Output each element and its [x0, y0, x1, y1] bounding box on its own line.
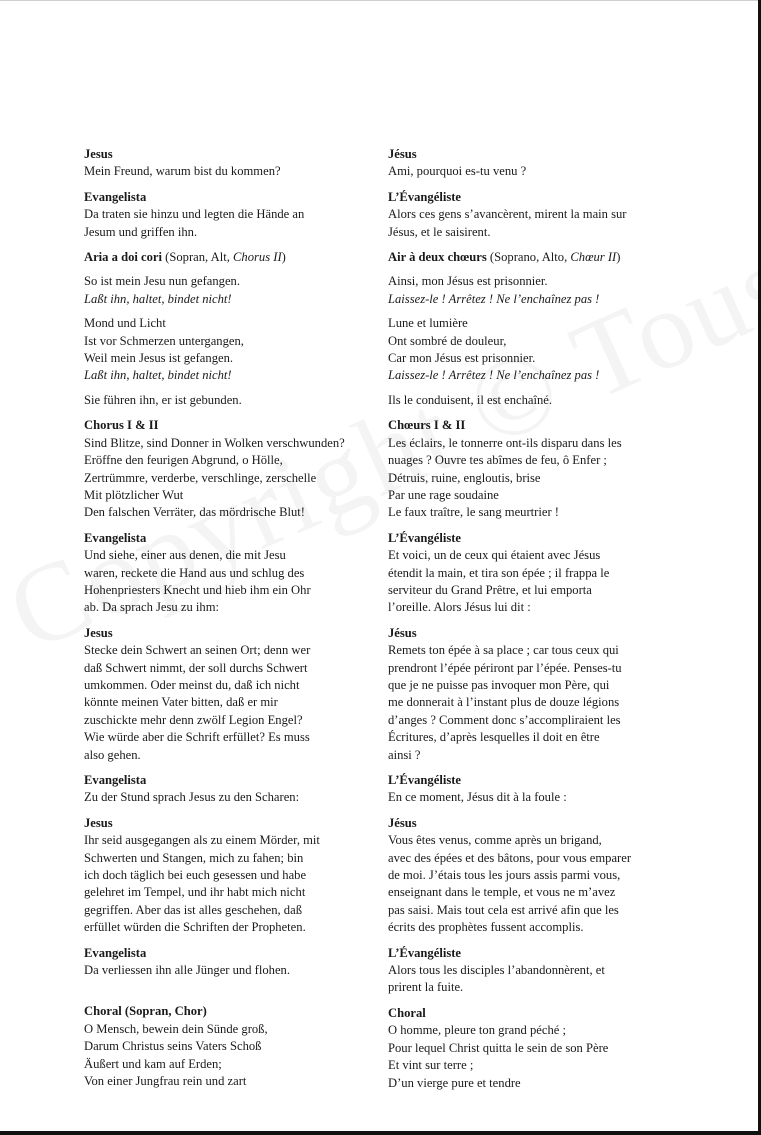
text-section [388, 625, 668, 764]
section-heading [388, 815, 668, 832]
text-line: enseignant dans le temple, et vous ne m’avez [388, 885, 616, 900]
text-line: ab. Da sprach Jesu zu ihm: [84, 600, 219, 615]
text-section [388, 249, 668, 409]
text-line: Ihr seid ausgegangen als zu einem Mörder, mit [84, 833, 320, 848]
refrain-line: Laßt ihn, haltet, bindet nicht! [84, 368, 232, 383]
text-line: gegriffen. Aber das ist alles geschehen, daß [84, 902, 302, 917]
section-heading [388, 417, 668, 434]
section-heading-title: Chœurs I & II [388, 418, 466, 433]
section-heading [388, 530, 668, 547]
text-line: Le faux traître, le sang meurtrier ! [388, 505, 559, 520]
section-heading [388, 189, 668, 206]
text-line: Mond und Licht [84, 316, 166, 331]
text-line: Pour lequel Christ quitta le sein de son Père [388, 1040, 609, 1055]
text-line: serviteur du Grand Prêtre, et lui emporta [388, 582, 592, 597]
section-heading-voices-italic: Chœur II [570, 250, 617, 265]
text-line: Ist vor Schmerzen untergangen, [84, 333, 244, 348]
section-heading [84, 625, 362, 642]
text-line: Ils le conduisent, il est enchaîné. [388, 392, 553, 407]
text-line: Eröffne den feurigen Abgrund, o Hölle, [84, 453, 283, 468]
section-heading-title: Evangelista [84, 945, 147, 960]
text-line: könnte meinen Vater bitten, daß er mir [84, 695, 278, 710]
page-top-edge [0, 0, 761, 1]
text-line: de moi. J’étais tous les jours assis parmi vous, [388, 868, 621, 883]
stanza-gap [388, 308, 668, 315]
french-text-column [388, 146, 668, 1100]
section-heading [84, 249, 362, 266]
text-line: Schwerten und Stangen, mich zu fahen; bin [84, 850, 304, 865]
text-line: Äußert und kam auf Erden; [84, 1056, 222, 1071]
text-line: Zu der Stund sprach Jesus zu den Scharen: [84, 790, 300, 805]
text-line: O Mensch, bewein dein Sünde groß, [84, 1021, 268, 1036]
section-heading-voices: (Soprano, Alto, [486, 250, 571, 265]
text-line: Car mon Jésus est prisonnier. [388, 351, 536, 366]
section-heading-title: L’Évangéliste [388, 945, 462, 960]
section-heading-voices-end: ) [616, 250, 621, 265]
text-line: que je ne puisse pas invoquer mon Père, qui [388, 677, 610, 692]
section-heading [84, 530, 362, 547]
text-line: Ainsi, mon Jésus est prisonnier. [388, 274, 548, 289]
section-heading [84, 772, 362, 789]
text-line: Mein Freund, warum bist du kommen? [84, 164, 281, 179]
text-line: Alors ces gens s’avancèrent, mirent la main sur [388, 207, 627, 222]
text-section [388, 815, 668, 937]
section-heading-title: Jésus [388, 625, 417, 640]
section-heading-title: Choral (Sopran, Chor) [84, 1004, 207, 1019]
text-line: Darum Christus seins Vaters Schoß [84, 1039, 262, 1054]
text-line: Da verliessen ihn alle Jünger und flohen. [84, 963, 290, 978]
text-line: D’un vierge pure et tendre [388, 1075, 521, 1090]
section-heading [84, 417, 362, 434]
text-section [388, 530, 668, 617]
text-line: also gehen. [84, 747, 141, 762]
text-section [388, 189, 668, 241]
text-line: Mit plötzlicher Wut [84, 487, 184, 502]
text-line: Alors tous les disciples l’abandonnèrent, et [388, 963, 605, 978]
section-heading [84, 815, 362, 832]
text-line: daß Schwert nimmt, der soll durchs Schwert [84, 660, 308, 675]
section-heading-title: L’Évangéliste [388, 773, 462, 787]
text-section [84, 772, 362, 807]
text-section [84, 625, 362, 764]
text-section [84, 189, 362, 241]
text-line: étendit la main, et tira son épée ; il frappa le [388, 565, 610, 580]
text-line: prirent la fuite. [388, 980, 464, 995]
section-heading [388, 945, 668, 962]
section-heading-title: L’Évangéliste [388, 189, 462, 204]
text-line: Den falschen Verräter, das mördrische Blut! [84, 505, 305, 520]
stanza-gap [84, 308, 362, 315]
section-heading-voices: (Sopran, Alt, [162, 250, 234, 265]
section-heading-title: Jesus [84, 625, 113, 640]
text-section [84, 945, 362, 980]
text-line: Par une rage soudaine [388, 487, 499, 502]
section-heading-title: Evangelista [84, 189, 147, 204]
text-section [84, 417, 362, 521]
text-line: umkommen. Oder meinst du, daß ich nicht [84, 677, 300, 692]
section-heading-title: Chorus I & II [84, 418, 159, 433]
text-line: Et voici, un de ceux qui étaient avec Jésus [388, 548, 601, 563]
section-heading [84, 189, 362, 206]
section-heading-title: Jésus [388, 147, 417, 161]
text-line: Vous êtes venus, comme après un brigand, [388, 833, 602, 848]
text-line: Und siehe, einer aus denen, die mit Jesu [84, 548, 286, 563]
text-line: prendront l’épée périront par l’épée. Penses-tu [388, 660, 622, 675]
text-line: So ist mein Jesu nun gefangen. [84, 274, 241, 289]
section-heading [388, 625, 668, 642]
text-line: Jesum und griffen ihn. [84, 224, 198, 239]
text-section [84, 249, 362, 409]
text-line: Da traten sie hinzu und legten die Hände an [84, 207, 305, 222]
text-line: Jésus, et le saisirent. [388, 224, 491, 239]
text-section [388, 1005, 668, 1092]
stanza-gap [388, 385, 668, 392]
section-heading [388, 146, 668, 163]
text-line: Von einer Jungfrau rein und zart [84, 1074, 247, 1089]
text-section [388, 772, 668, 807]
text-line: Weil mein Jesus ist gefangen. [84, 351, 234, 366]
section-heading-title: Aria a doi cori [84, 250, 162, 265]
page-bottom-edge [0, 1131, 761, 1135]
text-line: avec des épées et des bâtons, pour vous emparer [388, 850, 632, 865]
text-section [84, 815, 362, 937]
text-line: Sind Blitze, sind Donner in Wolken verschwunden? [84, 435, 345, 450]
text-line: pas saisi. Mais tout cela est arrivé afin que les [388, 902, 619, 917]
text-line: gelehret im Tempel, und ihr habt mich nicht [84, 885, 306, 900]
section-heading-title: Jésus [388, 815, 417, 830]
section-heading-title: Air à deux chœurs [388, 250, 487, 265]
section-heading-title: L’Évangéliste [388, 530, 462, 545]
section-heading [388, 772, 668, 789]
text-line: Et vint sur terre ; [388, 1058, 474, 1073]
text-line: Écritures, d’après lesquelles il doit en être [388, 730, 600, 745]
refrain-line: Laßt ihn, haltet, bindet nicht! [84, 291, 232, 306]
text-line: Ami, pourquoi es-tu venu ? [388, 164, 527, 179]
section-heading [84, 1003, 362, 1020]
text-section [84, 530, 362, 617]
section-heading-voices-italic: Chorus II [233, 250, 282, 265]
text-line: Hohenpriesters Knecht und hieb ihm ein Ohr [84, 582, 311, 597]
section-heading-title: Jesus [84, 815, 113, 830]
section-heading-title: Choral [388, 1005, 426, 1020]
text-line: Les éclairs, le tonnerre ont-ils disparu dans les [388, 435, 622, 450]
stanza-gap [388, 266, 668, 273]
text-line: me donnerait à l’instant plus de douze légions [388, 695, 620, 710]
text-line: Détruis, ruine, engloutis, brise [388, 470, 541, 485]
text-line: En ce moment, Jésus dit à la foule : [388, 790, 567, 805]
text-line: Sie führen ihn, er ist gebunden. [84, 392, 242, 407]
text-line: nuages ? Ouvre tes abîmes de feu, ô Enfer ; [388, 453, 607, 468]
text-line: Lune et lumière [388, 316, 468, 331]
text-line: waren, reckete die Hand aus und schlug des [84, 565, 305, 580]
section-heading [388, 249, 668, 266]
section-heading [84, 146, 362, 163]
text-line: O homme, pleure ton grand péché ; [388, 1023, 567, 1038]
text-section [388, 146, 668, 181]
section-heading [84, 945, 362, 962]
section-heading-title: Evangelista [84, 773, 147, 787]
text-line: écrits des prophètes fussent accomplis. [388, 920, 584, 935]
text-line: Zertrümmre, verderbe, verschlinge, zerschelle [84, 470, 317, 485]
section-heading-title: Evangelista [84, 530, 147, 545]
text-line: Stecke dein Schwert an seinen Ort; denn wer [84, 643, 311, 658]
section-heading-voices-end: ) [281, 250, 286, 265]
text-section [84, 1003, 362, 1090]
text-line: Remets ton épée à sa place ; car tous ceux qui [388, 643, 619, 658]
text-line: Wie würde aber die Schrift erfüllet? Es muss [84, 730, 310, 745]
refrain-line: Laissez-le ! Arrêtez ! Ne l’enchaînez pas ! [388, 291, 600, 306]
stanza-gap [84, 385, 362, 392]
text-line: ainsi ? [388, 747, 421, 762]
stanza-gap [84, 266, 362, 273]
refrain-line: Laissez-le ! Arrêtez ! Ne l’enchaînez pas ! [388, 368, 600, 383]
german-text-column [84, 146, 362, 1099]
text-line: zuschickte mehr denn zwölf Legion Engel? [84, 712, 303, 727]
text-line: erfüllet würden die Schriften der Propheten. [84, 920, 306, 935]
section-spacer [84, 987, 362, 1003]
text-section [388, 945, 668, 997]
text-line: Ont sombré de douleur, [388, 333, 507, 348]
text-line: ich doch täglich bei euch gesessen und habe [84, 868, 307, 883]
section-heading [388, 1005, 668, 1022]
text-line: l’oreille. Alors Jésus lui dit : [388, 600, 531, 615]
text-section [84, 146, 362, 181]
text-line: d’anges ? Comment donc s’accompliraient les [388, 712, 621, 727]
text-section [388, 417, 668, 521]
section-heading-title: Jesus [84, 147, 113, 161]
